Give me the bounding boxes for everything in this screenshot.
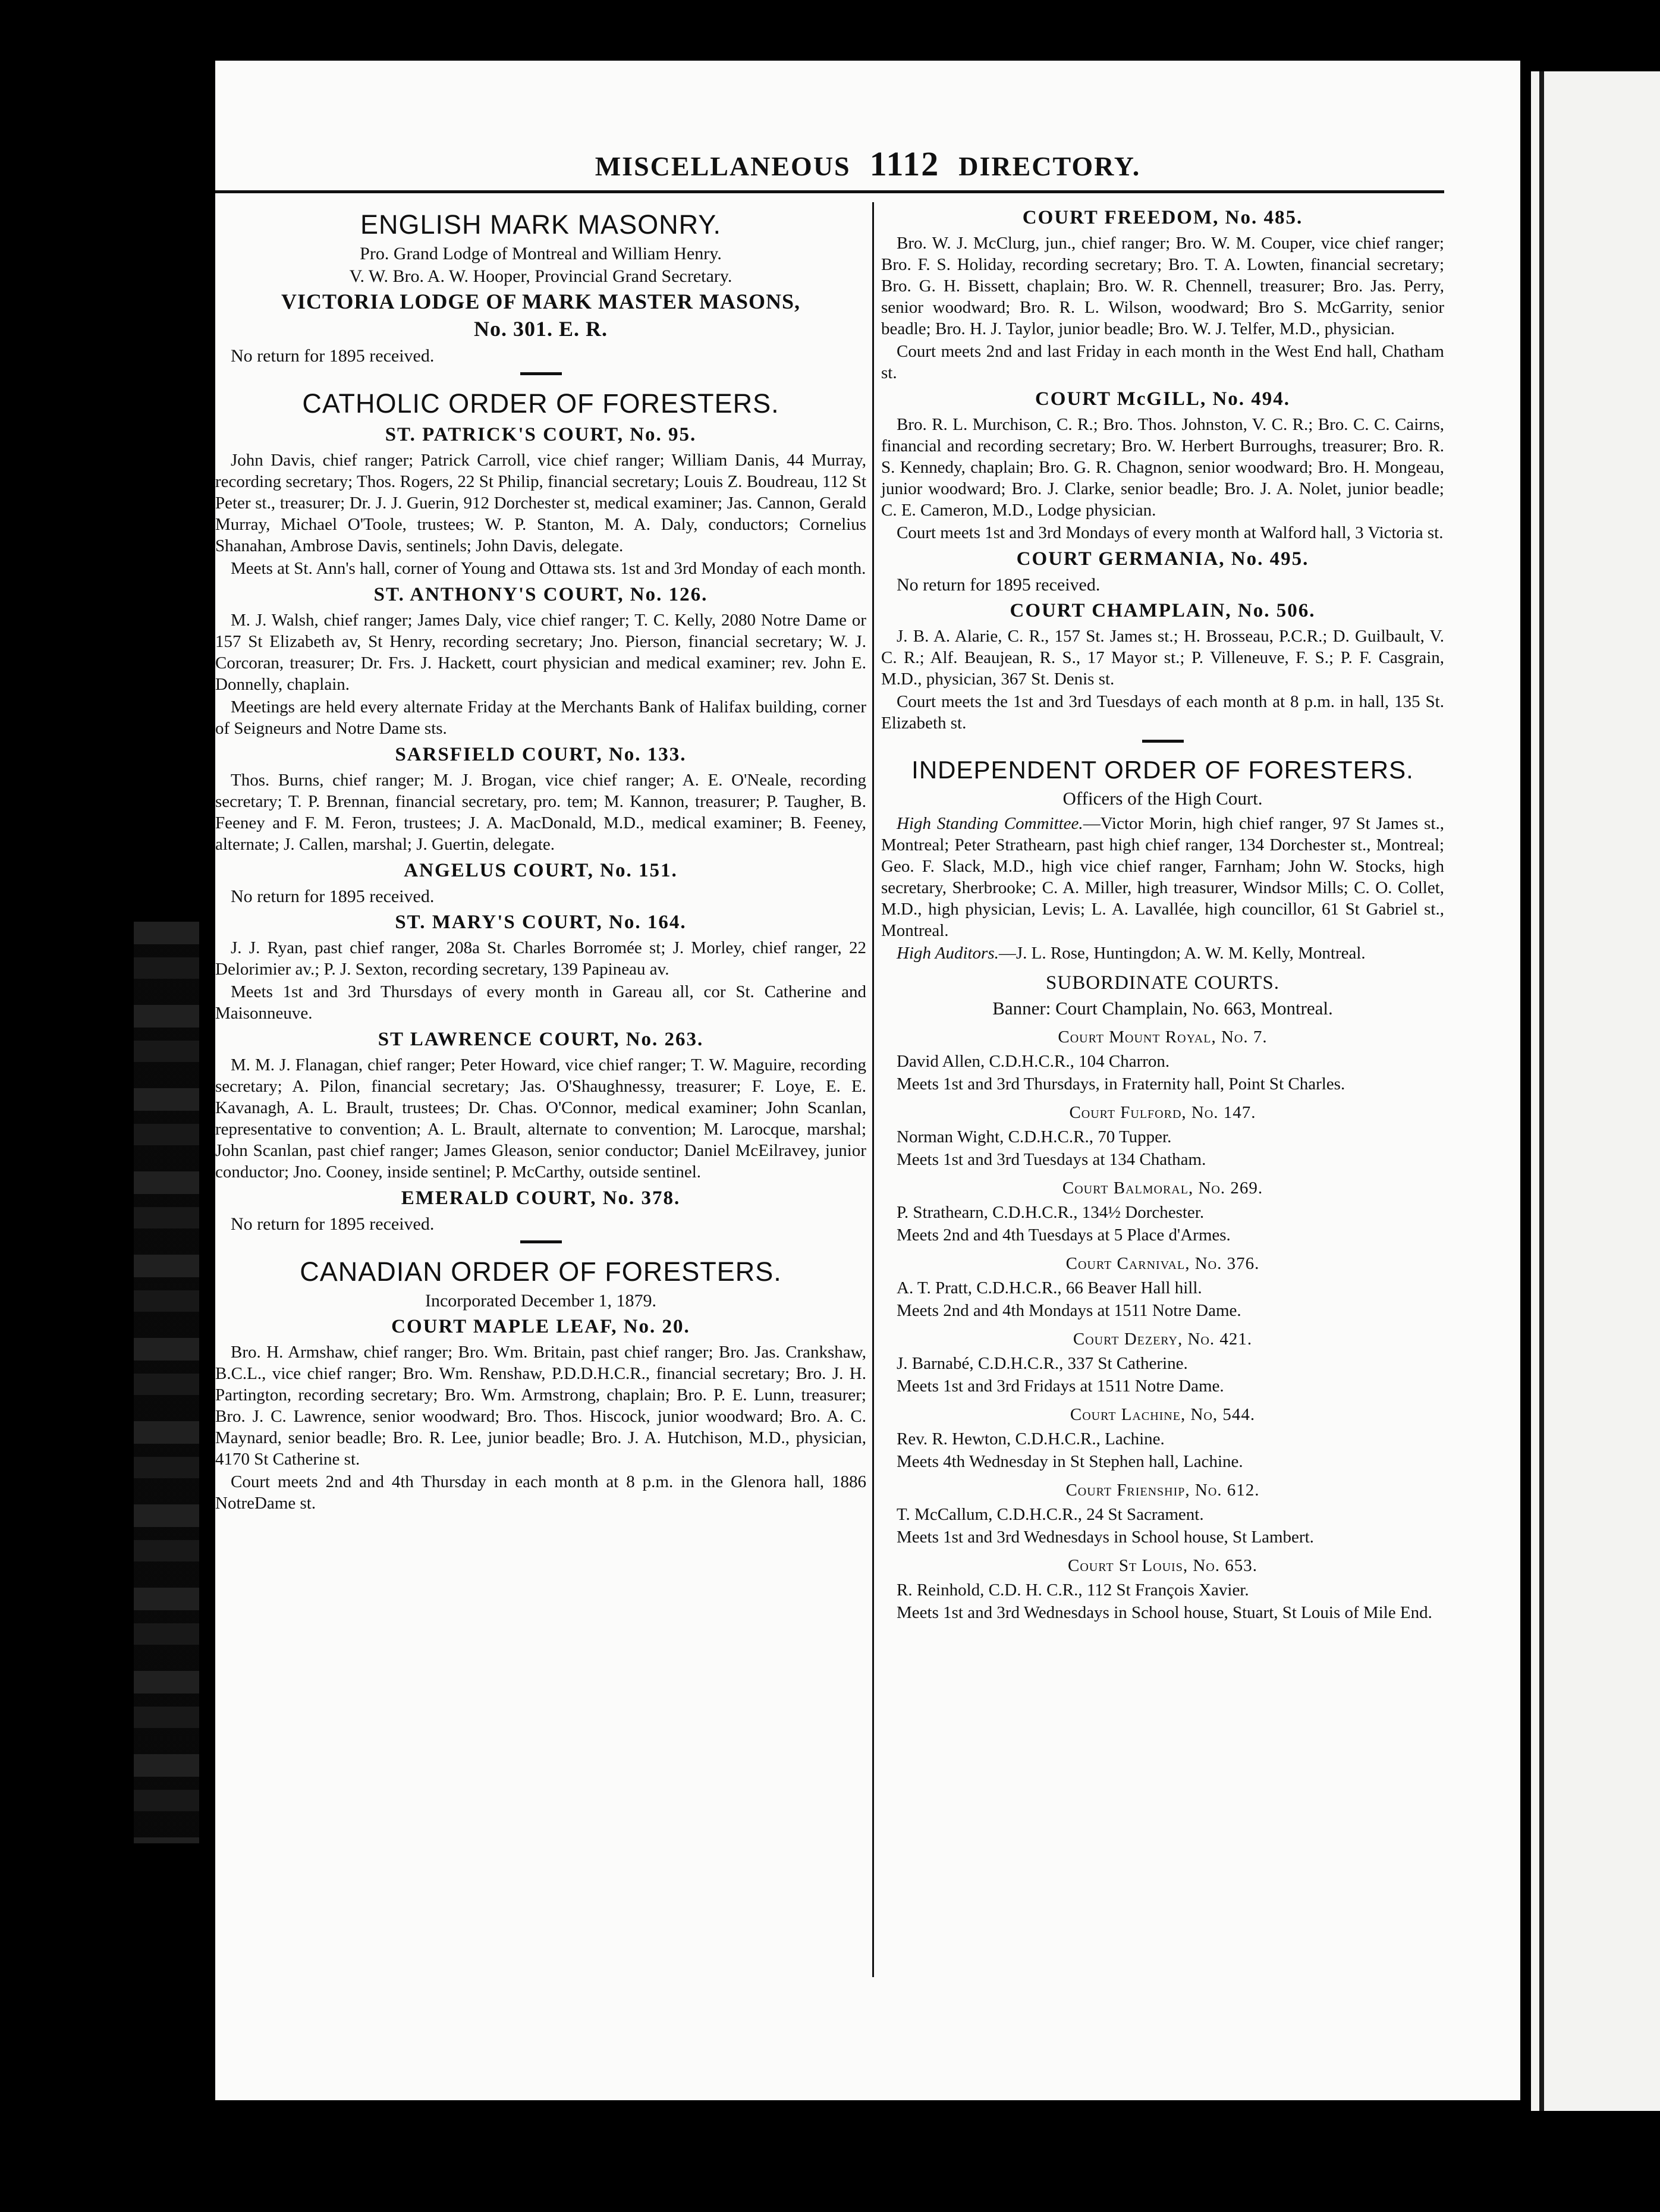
court-officers: David Allen, C.D.H.C.R., 104 Charron. xyxy=(897,1052,1170,1071)
court-title: ANGELUS COURT, No. 151. xyxy=(404,860,678,881)
court-officers: R. Reinhold, C.D. H. C.R., 112 St François Xavier. xyxy=(897,1581,1249,1600)
court-title: Court Mount Royal, No. 7. xyxy=(1058,1028,1268,1047)
section-title: INDEPENDENT ORDER OF FORESTERS. xyxy=(911,756,1414,784)
high-auditors xyxy=(881,942,1444,964)
subordinate-courts-title: SUBORDINATE COURTS. xyxy=(1046,972,1279,994)
court-meetings: Meets 2nd and 4th Tuesdays at 5 Place d'Armes. xyxy=(897,1226,1231,1245)
court-officers: Bro. R. L. Murchison, C. R.; Bro. Thos. Johnston, V. C. R.; Bro. C. C. Cairns, financial and recording secretary; Bro. W. Herbert Burroughs, treasurer; Bro. R. S. Kennedy, chaplain; Bro. G. R. Chagnon, senior woodward; Bro. H. Mongeau, junior woodward; Bro. J. Clarke, senior beadle; Bro. J. A. Nolet, junior beadle; C. E. Cameron, M.D., Lodge physician. xyxy=(881,415,1444,520)
court-officers: P. Strathearn, C.D.H.C.R., 134½ Dorchester. xyxy=(897,1203,1205,1222)
court-officers: Thos. Burns, chief ranger; M. J. Brogan, vice chief ranger; A. E. O'Neale, recording secretary; T. P. Brennan, financial secretary, pro. tem; M. Kannon, treasurer; P. Taugher, B. Feeney and F. M. Feron, trustees; J. A. MacDonald, M.D., medical examiner; B. Feeney, alternate; J. Callen, marshal; J. Guertin, delegate. xyxy=(215,771,866,854)
section-divider xyxy=(520,1240,562,1243)
header-left: MISCELLANEOUS xyxy=(595,151,851,181)
court-officers: Bro. H. Armshaw, chief ranger; Bro. Wm. Britain, past chief ranger; Bro. Jas. Crankshaw, B.C.L., vice chief ranger; Bro. Wm. Renshaw, P.D.D.H.C.R., financial secretary; Bro. J. H. Partington, recording secretary; Bro. Wm. Armstrong, chaplain; Bro. P. E. Lunn, treasurer; Bro. J. C. Lawrence, senior woodward; Bro. Thos. Hiscock, junior woodward; Bro. A. C. Maynard, senior beadle; Bro. R. Lee, junior beadle; Bro. J. A. Hutchison, M.D., physician, 4170 St Catherine st. xyxy=(215,1343,866,1469)
court-officers: J. Barnabé, C.D.H.C.R., 337 St Catherine. xyxy=(897,1354,1188,1373)
ha-text: —J. L. Rose, Huntingdon; A. W. M. Kelly, Montreal. xyxy=(998,944,1366,963)
court-title: ST LAWRENCE COURT, No. 263. xyxy=(378,1029,704,1050)
right-column xyxy=(881,202,1444,1625)
court-meetings: Meets 1st and 3rd Wednesdays in School house, St Lambert. xyxy=(897,1528,1314,1547)
court-title: COURT MAPLE LEAF, No. 20. xyxy=(391,1316,690,1337)
page-number: 1112 xyxy=(869,144,940,183)
adjacent-page-edge xyxy=(1531,71,1660,2111)
court-title: Court Frienship, No. 612. xyxy=(1065,1481,1260,1500)
court-meetings: Meetings are held every alternate Friday at the Merchants Bank of Halifax building, corner of Seigneurs and Notre Dame sts. xyxy=(215,697,866,738)
banner-court: Banner: Court Champlain, No. 663, Montreal. xyxy=(992,998,1333,1019)
court-officers: J. J. Ryan, past chief ranger, 208a St. Charles Borromée st; J. Morley, chief ranger, 22 Delorimier av.; P. J. Sexton, recording secretary, 139 Papineau av. xyxy=(215,938,866,979)
court-meetings: Court meets 2nd and 4th Thursday in each month at 8 p.m. in the Glenora hall, 1886 NotreDame st. xyxy=(215,1472,866,1513)
directory-page xyxy=(215,61,1520,2100)
header-right: DIRECTORY. xyxy=(958,151,1141,181)
court-title: ST. PATRICK'S COURT, No. 95. xyxy=(385,424,697,445)
court-meetings: Court meets 1st and 3rd Mondays of every month at Walford hall, 3 Victoria st. xyxy=(897,523,1444,542)
hsc-text: —Victor Morin, high chief ranger, 97 St James st., Montreal; Peter Strathearn, past high chief ranger, 134 Dorchester st., Montreal; Geo. F. Slack, M.D., high vice chief ranger, Farnham; John W. Stocks, high secretary, Sherbrooke; C. A. Miller, high treasurer, Windsor Mills; C. O. Collet, M.D., high physician, Levis; L. A. Lavallée, high councillor, 61 St Gabriel st., Montreal. xyxy=(881,814,1445,940)
section-title: ENGLISH MARK MASONRY. xyxy=(360,209,721,240)
court-officers: Rev. R. Hewton, C.D.H.C.R., Lachine. xyxy=(897,1429,1165,1449)
section-title: CANADIAN ORDER OF FORESTERS. xyxy=(300,1256,782,1287)
section-divider xyxy=(1142,740,1184,743)
section-subtitle: Pro. Grand Lodge of Montreal and William Henry. xyxy=(360,244,722,263)
high-standing-committee xyxy=(881,813,1444,941)
court-meetings: Meets 2nd and 4th Mondays at 1511 Notre Dame. xyxy=(897,1301,1241,1320)
section-divider xyxy=(520,372,562,375)
court-meetings: Meets 1st and 3rd Tuesdays at 134 Chatham. xyxy=(897,1150,1206,1169)
court-title: ST. ANTHONY'S COURT, No. 126. xyxy=(373,584,708,605)
court-meetings: Court meets the 1st and 3rd Tuesdays of each month at 8 p.m. in hall, 135 St. Elizabeth st. xyxy=(881,692,1444,733)
court-title: EMERALD COURT, No. 378. xyxy=(401,1187,681,1209)
no-return-note: No return for 1895 received. xyxy=(897,575,1101,595)
court-officers: T. McCallum, C.D.H.C.R., 24 St Sacrament. xyxy=(897,1505,1204,1524)
section-subtitle: V. W. Bro. A. W. Hooper, Provincial Grand Secretary. xyxy=(349,266,732,286)
court-title: Court Lachine, No, 544. xyxy=(1070,1405,1256,1424)
court-officers: John Davis, chief ranger; Patrick Carroll, vice chief ranger; William Danis, 44 Murray, recording secretary; Thos. Rogers, 22 St Philip, financial secretary; Louis Z. Boudreau, 112 St Peter st., treasurer; Dr. J. J. Guerin, 912 Dorchester st, medical examiner; Jas. Cannon, Gerald Murray, Michael O'Toole, trustees; W. P. Stanton, M. A. Daly, conductors; Cornelius Shanahan, Ambrose Davis, sentinels; John Davis, delegate. xyxy=(215,451,866,555)
left-column xyxy=(215,202,866,1515)
court-title: Court Carnival, No. 376. xyxy=(1065,1254,1260,1273)
no-return-note: No return for 1895 received. xyxy=(231,887,435,906)
no-return-note: No return for 1895 received. xyxy=(231,346,435,366)
header-rule xyxy=(215,190,1444,193)
court-officers: M. M. J. Flanagan, chief ranger; Peter Howard, vice chief ranger; T. W. Maguire, recording secretary; A. Pilon, financial secretary; Jas. O'Shaughnessy, treasurer; F. Loye, E. E. Kavanagh, A. L. Brault, trustees; Dr. Chas. O'Connor, medical examiner; John Scanlan, representative to convention; A. L. Brault, alternate to convention; M. Larocque, marshal; John Scanlan, past chief ranger; James Gleason, senior conductor; Daniel McEilravey, junior conductor; Jno. Cooney, inside sentinel; P. McCarthy, outside sentinel. xyxy=(215,1055,866,1182)
court-officers: A. T. Pratt, C.D.H.C.R., 66 Beaver Hall hill. xyxy=(897,1278,1202,1297)
page-header xyxy=(215,144,1520,184)
court-officers: Norman Wight, C.D.H.C.R., 70 Tupper. xyxy=(897,1127,1172,1146)
court-title: Court Balmoral, No. 269. xyxy=(1062,1179,1263,1198)
section-subtitle: Officers of the High Court. xyxy=(1062,788,1263,809)
court-title: COURT FREEDOM, No. 485. xyxy=(1022,207,1303,228)
court-meetings: Meets 1st and 3rd Thursdays, in Fraternity hall, Point St Charles. xyxy=(897,1074,1345,1094)
court-title: COURT GERMANIA, No. 495. xyxy=(1016,548,1309,570)
court-title: Court Fulford, No. 147. xyxy=(1069,1103,1256,1122)
lodge-title: VICTORIA LODGE OF MARK MASTER MASONS, xyxy=(281,290,801,313)
section-subtitle: Incorporated December 1, 1879. xyxy=(425,1291,656,1311)
court-officers: M. J. Walsh, chief ranger; James Daly, vice chief ranger; T. C. Kelly, 2080 Notre Dame or 157 St Elizabeth av, St Henry, recording secretary; Jno. Pierson, financial secretary; W. J. Corcoran, treasurer; Dr. Frs. J. Hackett, court physician and medical examiner; rev. John E. Donnelly, chaplain. xyxy=(215,611,866,694)
section-title: CATHOLIC ORDER OF FORESTERS. xyxy=(302,388,779,419)
court-title: Court Dezery, No. 421. xyxy=(1073,1330,1253,1349)
court-title: SARSFIELD COURT, No. 133. xyxy=(395,744,687,765)
court-meetings: Meets 1st and 3rd Thursdays of every month in Gareau all, cor St. Catherine and Maisonneuve. xyxy=(215,982,866,1023)
court-meetings: Meets at St. Ann's hall, corner of Young and Ottawa sts. 1st and 3rd Monday of each month. xyxy=(231,559,866,578)
court-title: COURT CHAMPLAIN, No. 506. xyxy=(1010,600,1316,621)
court-meetings: Meets 1st and 3rd Fridays at 1511 Notre Dame. xyxy=(897,1377,1224,1396)
court-officers: Bro. W. J. McClurg, jun., chief ranger; Bro. W. M. Couper, vice chief ranger; Bro. F. S. Holiday, recording secretary; Bro. T. A. Lowten, financial secretary; Bro. G. H. Bissett, chaplain; Bro. W. R. Chennell, treasurer; Bro. Jas. Perry, senior woodward; Bro. R. L. Wilson, woodward; Bro S. McGarrity, senior beadle; Bro. H. J. Taylor, junior beadle; Bro. W. J. Telfer, M.D., physician. xyxy=(881,234,1444,338)
lodge-number: No. 301. E. R. xyxy=(473,317,608,341)
court-meetings: Court meets 2nd and last Friday in each month in the West End hall, Chatham st. xyxy=(881,342,1444,382)
court-title: ST. MARY'S COURT, No. 164. xyxy=(395,912,687,933)
court-meetings: Meets 1st and 3rd Wednesdays in School house, Stuart, St Louis of Mile End. xyxy=(897,1603,1432,1622)
binding-spine-edge xyxy=(134,922,199,1843)
hsc-label: High Standing Committee. xyxy=(897,814,1083,833)
no-return-note: No return for 1895 received. xyxy=(231,1214,435,1234)
ha-label: High Auditors. xyxy=(897,944,999,963)
court-officers: J. B. A. Alarie, C. R., 157 St. James st.; H. Brosseau, P.C.R.; D. Guilbault, V. C. R.; Alf. Beaujean, R. S., 17 Mayor st.; P. Villeneuve, F. S.; P. F. Casgrain, M.D., physician, 367 St. Denis st. xyxy=(881,627,1444,689)
page-fold-line xyxy=(1539,71,1544,2111)
court-title: Court St Louis, No. 653. xyxy=(1068,1556,1257,1575)
court-meetings: Meets 4th Wednesday in St Stephen hall, Lachine. xyxy=(897,1452,1243,1471)
column-divider xyxy=(872,202,874,1977)
court-title: COURT McGILL, No. 494. xyxy=(1035,388,1291,410)
